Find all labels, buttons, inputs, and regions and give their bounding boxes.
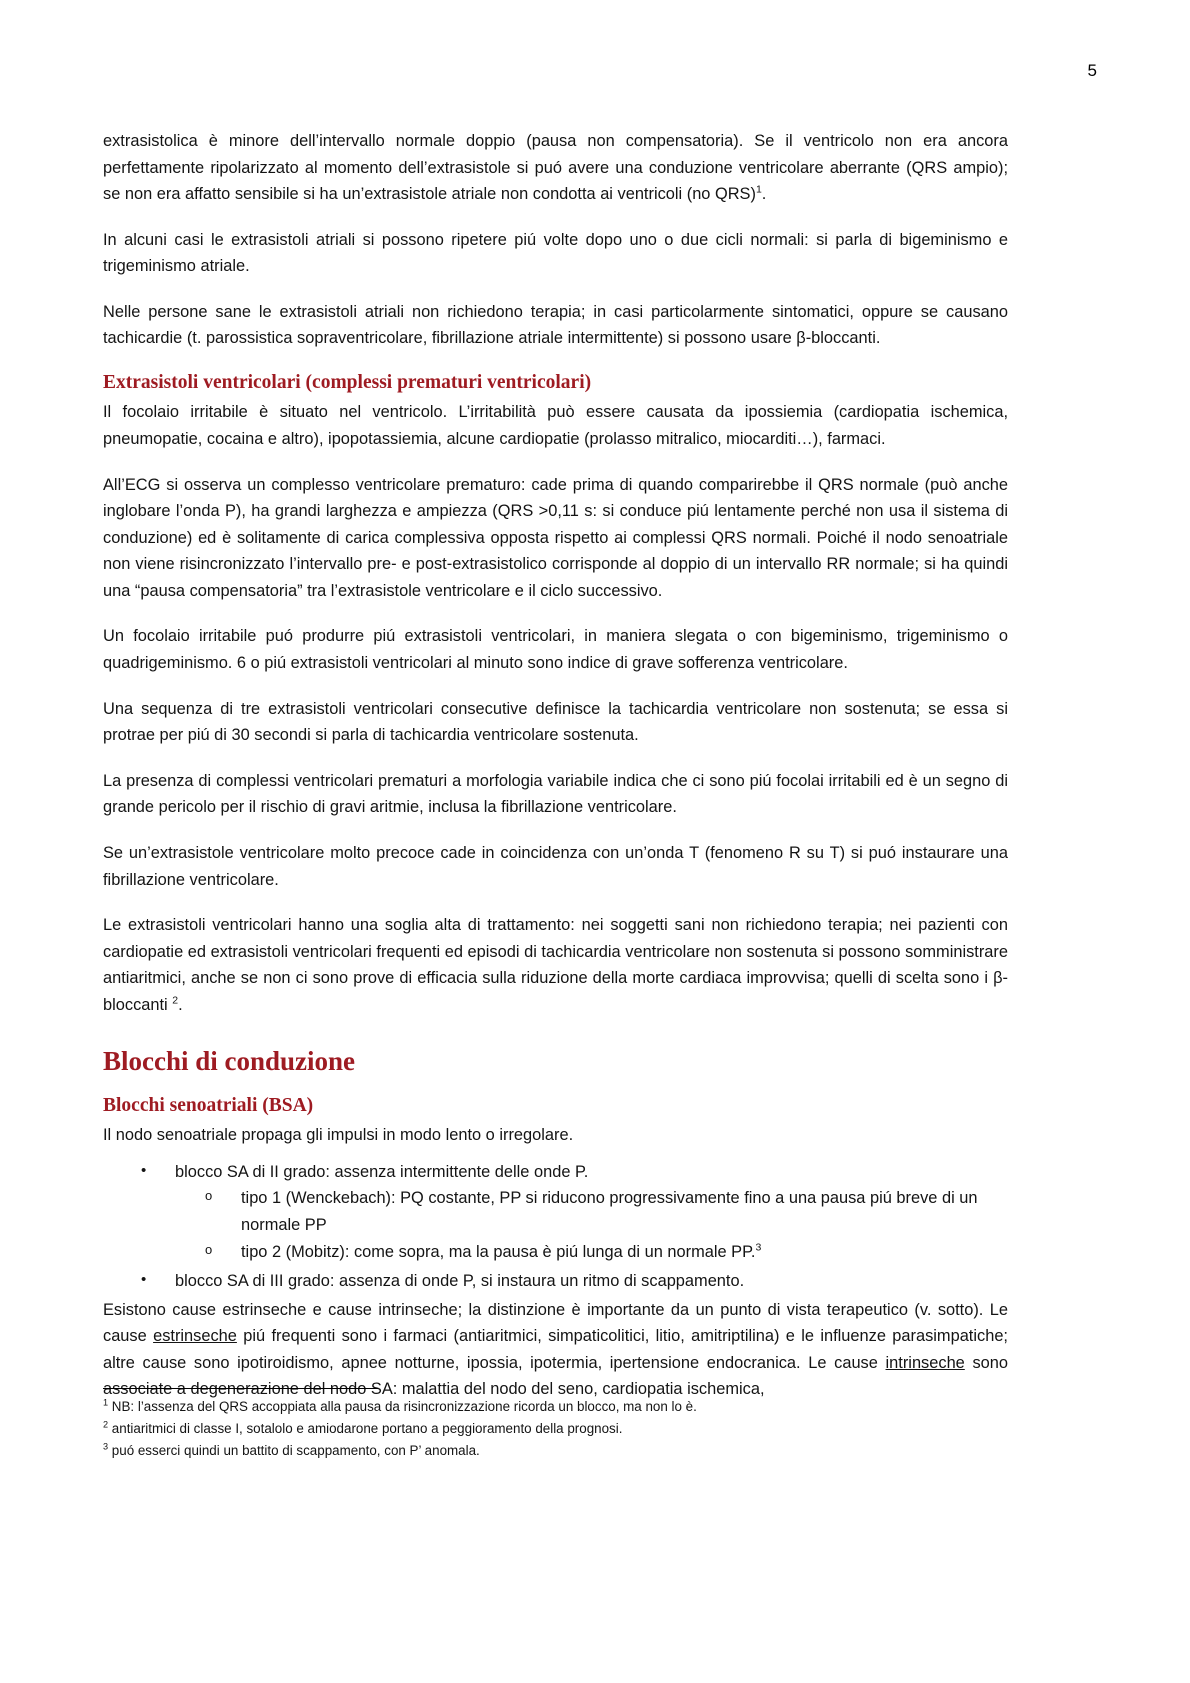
bullet-icon: •: [141, 1271, 147, 1289]
paragraph-soglia-trattamento: [103, 912, 1008, 1018]
paragraph-r-su-t: Se un’extrasistole ventricolare molto precoce cade in coincidenza con un’onda T (fenomeno R su T) si puó instaurare una fibrillazione ventricolare.: [103, 843, 1008, 889]
list-item: [175, 1239, 1008, 1266]
paragraph-text: piú frequenti sono i farmaci (antiaritmici, simpaticolitici, litio, amitriptilina) e le influenze parasimpatiche; altre cause sono ipotiroidismo, apnee notturne, ipossia, ipotermia, ipertensione endocranica. Le cause: [103, 1327, 1008, 1372]
heading-blocchi-senoatriali: Blocchi senoatriali (BSA): [103, 1094, 314, 1116]
paragraph-terapia-atriali: Nelle persone sane le extrasistoli atriali non richiedono terapia; in casi particolarmente sintomatici, oppure se causano tachicardie (t. parossistica sopraventricolare, fibrillazione atriale intermittente) si possono usare β-bloccanti.: [103, 302, 1008, 348]
paragraph-text-tail: .: [761, 185, 767, 204]
footnote-ref-2[interactable]: 2: [172, 995, 179, 1007]
heading-blocchi-di-conduzione: Blocchi di conduzione: [103, 1046, 356, 1077]
list-item: [103, 1268, 1008, 1295]
paragraph-text: Esistono cause estrinseche e cause intrinseche; la distinzione è importante da un punto di vista terapeutico (v. sotto). Le cause: [103, 1300, 1008, 1346]
list-item-label: tipo 2 (Mobitz): come sopra, ma la pausa è piú lunga di un normale PP.: [241, 1243, 756, 1262]
footnote-marker: 2: [103, 1419, 109, 1430]
footnote-marker: 1: [103, 1397, 109, 1408]
document-body: [103, 128, 1008, 1422]
footnote-3: [103, 1441, 1008, 1461]
list-item: [175, 1185, 1008, 1238]
paragraph-text: Le extrasistoli ventricolari hanno una soglia alta di trattamento: nei soggetti sani non richiedono terapia; nei pazienti con cardiopatie ed extrasistoli ventricolari frequenti ed episodi di tachicardia ventricolare non sostenuta si possono somministrare antiaritmici, anche se non ci sono prove di efficacia sulla riduzione della morte cardiaca improvvisa; quelli di scelta sono i β-bloccanti: [103, 916, 1008, 1014]
list-item-label: blocco SA di III grado: assenza di onde P, si instaura un ritmo di scappamento.: [175, 1272, 745, 1291]
paragraph-ecg-complesso: All’ECG si osserva un complesso ventricolare prematuro: cade prima di quando comparirebbe il QRS normale (può anche inglobare l’onda P), ha grandi larghezza e ampiezza (QRS >0,11 s: si conduce piú lentamente perché non usa il sistema di conduzione) ed è solitamente di carica complessiva opposta rispetto ai complessi QRS normali. Poiché il nodo senoatriale non viene risincronizzato l’intervallo pre- e post-extrasistolico corrisponde al doppio di un intervallo RR normale; si ha quindi una “pausa compensatoria” tra l’extrasistole ventricolare e il ciclo successivo.: [103, 475, 1008, 600]
bullet-icon: •: [141, 1161, 147, 1179]
footnote-text: puó esserci quindi un battito di scappamento, con P’ anomala.: [108, 1443, 480, 1459]
footnote-2: [103, 1419, 1008, 1439]
list-item-label: blocco SA di II grado: assenza intermittente delle onde P.: [175, 1162, 589, 1181]
page-number: 5: [1087, 61, 1097, 80]
list-blocchi-senoatriali: [103, 1159, 1008, 1295]
paragraph-morfologia-variabile: La presenza di complessi ventricolari prematuri a morfologia variabile indica che ci sono piú focolai irritabili ed è un segno di grande pericolo per il rischio di gravi aritmie, inclusa la fibrillazione ventricolare.: [103, 771, 1008, 817]
underlined-term-estrinseche: estrinseche: [153, 1327, 237, 1346]
paragraph-focolaio-produrre: Un focolaio irritabile puó produrre piú extrasistoli ventricolari, in maniera slegata o con bigeminismo, trigeminismo o quadrigeminismo. 6 o piú extrasistoli ventricolari al minuto sono indice di grave sofferenza ventricolare.: [103, 627, 1008, 673]
list-item: [103, 1159, 1008, 1266]
paragraph-focolaio-irritabile: Il focolaio irritabile è situato nel ventricolo. L’irritabilità può essere causata da ipossiemia (cardiopatia ischemica, pneumopatie, cocaina e altro), ipopotassiemia, alcune cardiopatie (prolasso mitralico, miocarditi…), farmaci.: [103, 403, 1008, 448]
footnote-text: antiaritmici di classe I, sotalolo e amiodarone portano a peggioramento della prognosi.: [108, 1421, 623, 1437]
footnote-separator: [103, 1388, 378, 1389]
list-item-label: tipo 1 (Wenckebach): PQ costante, PP si riducono progressivamente fino a una pausa piú breve di un normale PP: [241, 1189, 978, 1234]
heading-extrasistoli-ventricolari: Extrasistoli ventricolari (complessi prematuri ventricolari): [103, 372, 592, 394]
underlined-term-intrinseche: intrinseche: [885, 1353, 965, 1372]
footnote-ref-1[interactable]: 1: [755, 184, 762, 196]
footnote-1: [103, 1397, 1008, 1417]
footnote-marker: 3: [103, 1441, 109, 1452]
paragraph-cause-estrinseche-intrinseche: [103, 1297, 1008, 1403]
paragraph-nodo-senoatriale-intro: Il nodo senoatriale propaga gli impulsi in modo lento o irregolare.: [103, 1126, 574, 1145]
paragraph-text-tail: sono associate a degenerazione del nodo SA: malattia del nodo del seno, cardiopatia ischemica,: [103, 1353, 1008, 1399]
paragraph-text-tail: .: [178, 995, 183, 1014]
footnote-ref-3[interactable]: 3: [755, 1243, 762, 1255]
paragraph-extrasistolica: [103, 128, 1008, 208]
paragraph-text: extrasistolica è minore dell’intervallo normale doppio (pausa non compensatoria). Se il ventricolo non era ancora perfettamente ripolarizzato al momento dell’extrasistole si puó avere una conduzione ventricolare aberrante (QRS ampio); se non era affatto sensibile si ha un’extrasistole atriale non condotta ai ventricoli (no QRS): [103, 132, 1008, 204]
circle-bullet-icon: o: [205, 1242, 213, 1258]
paragraph-bigeminismo: In alcuni casi le extrasistoli atriali si possono ripetere piú volte dopo uno o due cicli normali: si parla di bigeminismo e trigeminismo atriale.: [103, 230, 1008, 276]
footnotes-area: [103, 1388, 1008, 1463]
footnote-text: NB: l’assenza del QRS accoppiata alla pausa da risincronizzazione ricorda un blocco, ma non lo è.: [108, 1399, 697, 1414]
circle-bullet-icon: o: [205, 1188, 213, 1204]
sublist-tipi-blocco: [175, 1185, 1008, 1266]
paragraph-sequenza-tre: Una sequenza di tre extrasistoli ventricolari consecutive definisce la tachicardia ventricolare non sostenuta; se essa si protrae per piú di 30 secondi si parla di tachicardia ventricolare sostenuta.: [103, 699, 1008, 745]
